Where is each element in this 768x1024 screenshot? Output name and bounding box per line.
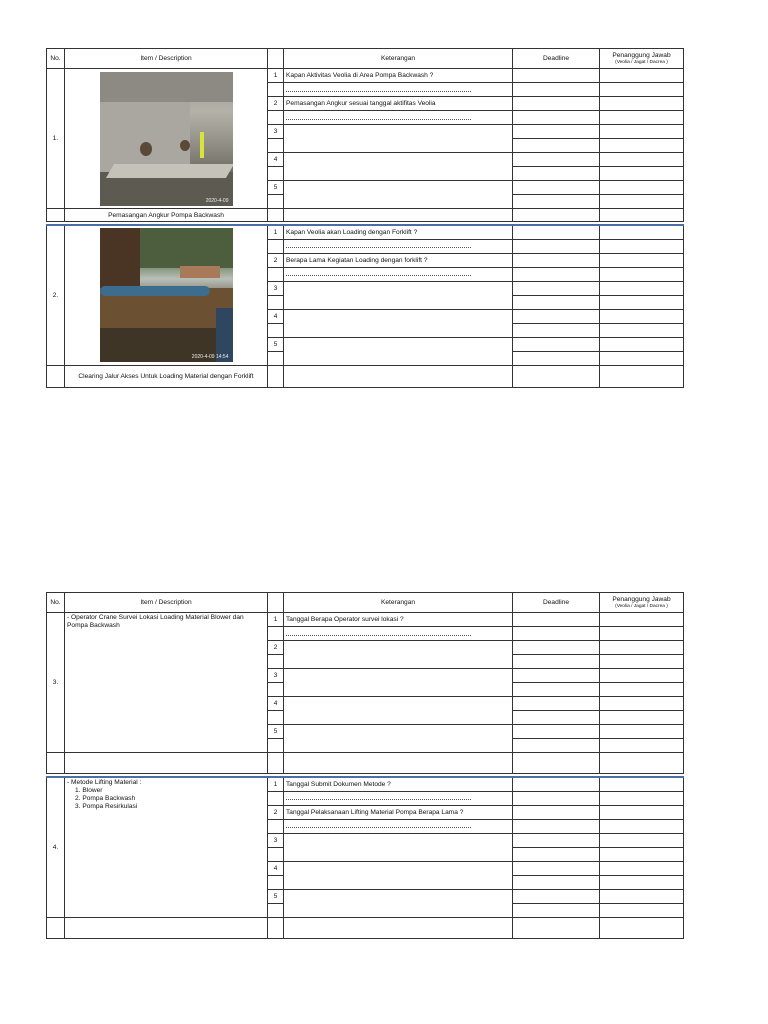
question: Tanggal Pelaksanaan Lifting Material Pompa Berapa Lama ?	[284, 805, 513, 819]
row-number: 2.	[47, 225, 65, 365]
question: Tanggal Berapa Operator survei lokasi ?	[284, 613, 513, 627]
photo-pompa-backwash: 2020-4-09	[100, 72, 233, 206]
item-description: - Operator Crane Survei Lokasi Loading Material Blower dan Pompa Backwash	[65, 613, 268, 753]
row-number: 4.	[47, 777, 65, 917]
question: Tanggal Submit Dokumen Metode ?	[284, 777, 513, 791]
table-header	[47, 49, 684, 69]
question: Pemasangan Angkur sesuai tanggal aktifitas Veolia	[284, 97, 513, 111]
question: Kapan Aktivitas Veolia di Area Pompa Backwash ?	[284, 69, 513, 83]
header-responsible: Penanggung Jawab (Veolia / Jagat / Dacrea )	[600, 593, 684, 613]
header-item: Item / Description	[65, 593, 268, 613]
photo-caption: Pemasangan Angkur Pompa Backwash	[65, 209, 268, 222]
header-keterangan: Keterangan	[284, 593, 513, 613]
table-1: No. Item / Description Keterangan Deadline Penanggung Jawab (Veolia / Jagat / Dacrea ) 1. 2020-4-09 1 Kapan Aktivitas Veolia di Area Pompa Backwash ? 2 Pemasangan Angkur sesuai tanggal aktifitas Veolia 3 4 5 Pemasangan Angkur Pompa Backwash 2. 2020-4-09 14:54 1 Kapan Veolia akan Loading dengan Forklift ? 2 Berapa Lama Kegiatan Loading dengan forklift ? 3 4 5 Clearing Jalur Akses Untuk Loading Material dengan Forklift	[46, 48, 684, 388]
question: Berapa Lama Kegiatan Loading dengan forklift ?	[284, 253, 513, 267]
header-item: Item / Description	[65, 49, 268, 69]
header-keterangan: Keterangan	[284, 49, 513, 69]
header-deadline: Deadline	[513, 593, 600, 613]
header-no: No.	[47, 593, 65, 613]
photo-caption: Clearing Jalur Akses Untuk Loading Material dengan Forklift	[65, 365, 268, 387]
header-no: No.	[47, 49, 65, 69]
question: Kapan Veolia akan Loading dengan Forklift ?	[284, 225, 513, 239]
header-responsible: Penanggung Jawab (Veolia / Jagat / Dacrea )	[600, 49, 684, 69]
row-number: 3.	[47, 613, 65, 753]
item-description: - Metode Lifting Material : 1. Blower 2. Pompa Backwash 3. Pompa Resirkulasi	[65, 777, 268, 917]
row-number: 1.	[47, 69, 65, 209]
table-2: No. Item / Description Keterangan Deadline Penanggung Jawab (Veolia / Jagat / Dacrea ) 3. - Operator Crane Survei Lokasi Loading Material Blower dan Pompa Backwash 1 Tanggal Berapa Operator survei lokasi ? 2 3 4 5 4. - Metode Lifting Material : 1. Blower 2. Pompa Backwash 3. Pompa Resirkulasi 1 Tanggal Submit Dokumen Metode ? 2 Tanggal Pelaksanaan Lifting Material Pompa Berapa Lama ? 3 4 5	[46, 592, 684, 939]
photo-clearing-jalur: 2020-4-09 14:54	[100, 228, 233, 362]
table-header	[47, 593, 684, 613]
header-deadline: Deadline	[513, 49, 600, 69]
